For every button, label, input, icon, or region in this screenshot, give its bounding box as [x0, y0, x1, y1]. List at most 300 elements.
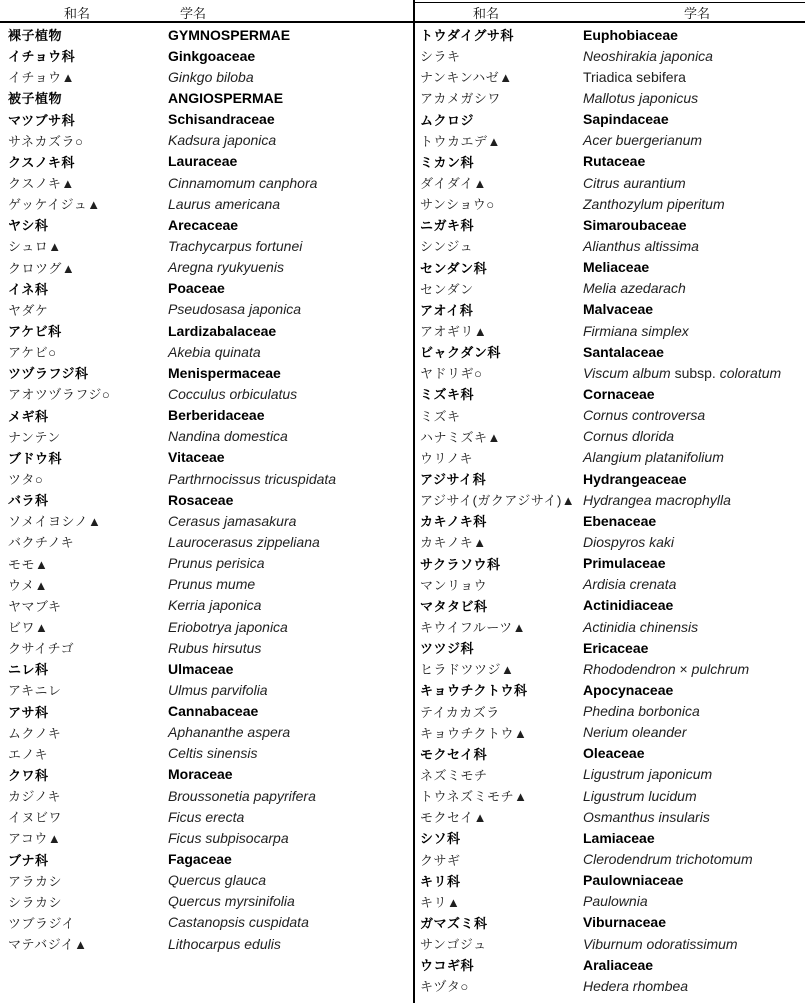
scientific-name-cell	[583, 830, 655, 846]
japanese-name-cell: キウイフルーツ▲	[420, 620, 527, 635]
japanese-name-cell: アカメガシワ	[420, 91, 501, 107]
table-row	[416, 468, 805, 489]
japanese-name-cell: ヤシ科	[8, 218, 49, 234]
sci-name-italic-segment: Cinnamomum canphora	[168, 174, 318, 191]
sci-name-upright-segment: Ebenaceae	[583, 512, 657, 529]
scientific-name-cell	[168, 386, 297, 402]
japanese-name-cell: ヤダケ	[8, 302, 49, 318]
scientific-name-cell	[168, 175, 317, 191]
japanese-name-cell: キョウチクトウ科	[420, 683, 528, 699]
sci-name-italic-segment: Broussonetia papyrifera	[168, 787, 316, 804]
sci-name-italic-segment: Cornus controversa	[583, 407, 706, 424]
scientific-name-cell	[583, 280, 686, 296]
scientific-name-cell	[168, 724, 290, 740]
table-row	[416, 764, 805, 785]
table-row	[0, 193, 413, 214]
japanese-name-cell: ビャクダン科	[420, 345, 501, 361]
japanese-name-cell: ニガキ科	[420, 218, 475, 234]
column-header-japanese-name-right: 和名	[472, 6, 500, 21]
table-row	[0, 722, 413, 743]
table-row	[0, 468, 413, 489]
table-row	[416, 827, 805, 848]
japanese-name-cell: トウネズミモチ▲	[420, 789, 528, 805]
table-row	[0, 574, 413, 595]
scientific-name-cell	[168, 872, 266, 888]
sci-name-upright-segment: Rutaceae	[583, 153, 646, 170]
japanese-name-cell: ビワ▲	[8, 620, 49, 635]
sci-name-italic-segment: Mallotus japonicus	[583, 89, 699, 106]
sci-name-upright-segment: Euphobiaceae	[583, 26, 678, 43]
japanese-name-cell: ムクノキ	[8, 725, 62, 741]
sci-name-italic-segment: Ligustrum japonicum	[583, 766, 713, 783]
japanese-name-cell: ツツジ科	[420, 641, 475, 657]
scientific-name-cell	[583, 238, 699, 254]
japanese-name-cell: トウカエデ▲	[420, 133, 501, 149]
japanese-name-cell: アジサイ科	[420, 472, 487, 488]
sci-name-upright-segment: Ulmaceae	[168, 660, 234, 677]
japanese-name-cell: アキニレ	[8, 683, 62, 699]
scientific-name-cell	[583, 217, 687, 233]
scientific-name-cell	[583, 809, 710, 825]
scientific-name-cell	[583, 597, 673, 613]
scientific-name-cell	[583, 48, 713, 64]
japanese-name-cell: カキノキ▲	[420, 535, 487, 551]
sci-name-italic-segment: coloratum	[719, 364, 782, 381]
table-row	[416, 447, 805, 468]
sci-name-upright-segment: Meliaceae	[583, 259, 650, 276]
scientific-name-cell	[168, 513, 296, 529]
scientific-name-cell	[168, 619, 288, 635]
table-row	[0, 827, 413, 848]
sci-name-italic-segment: Rhododendron	[583, 660, 680, 677]
scientific-name-cell	[168, 280, 225, 296]
sci-name-italic-segment: Hydrangea macrophylla	[583, 491, 731, 508]
scientific-name-cell	[168, 914, 309, 930]
japanese-name-cell: シラカシ	[8, 894, 63, 910]
table-row	[0, 616, 413, 637]
sci-name-italic-segment: Eriobotrya japonica	[168, 618, 288, 635]
sci-name-italic-segment: Diospyros kaki	[583, 533, 675, 550]
scientific-name-cell	[583, 682, 673, 698]
japanese-name-cell: ネズミモチ	[420, 767, 488, 783]
japanese-name-cell: ムクロジ	[420, 112, 475, 128]
panel-divider-line	[413, 0, 415, 1003]
sci-name-italic-segment: Parthrnocissus tricuspidata	[168, 470, 337, 487]
sci-name-italic-segment: Lithocarpus edulis	[168, 935, 281, 952]
sci-name-upright-segment: Oleaceae	[583, 745, 645, 762]
scientific-name-cell	[168, 492, 233, 508]
table-row	[0, 891, 413, 912]
table-row	[416, 426, 805, 447]
scientific-name-cell	[168, 471, 336, 487]
sci-name-italic-segment: Viburnum odoratissimum	[583, 935, 738, 952]
table-row	[416, 785, 805, 806]
scientific-name-cell	[583, 132, 702, 148]
japanese-name-cell: ツヅラフジ科	[8, 366, 89, 382]
scientific-name-cell	[583, 344, 664, 360]
table-row	[416, 954, 805, 975]
japanese-name-cell: ウリノキ	[420, 450, 473, 466]
scientific-name-cell	[583, 492, 731, 508]
table-row	[416, 278, 805, 299]
sci-name-upright-segment: Ericaceae	[583, 639, 649, 656]
japanese-name-cell: ツタ○	[8, 472, 44, 488]
sci-name-italic-segment: Laurocerasus zippeliana	[168, 533, 320, 550]
sci-name-italic-segment: Cocculus orbiculatus	[168, 385, 298, 402]
table-row	[416, 320, 805, 341]
scientific-name-cell	[583, 386, 655, 402]
sci-name-italic-segment: Alangium platanifolium	[583, 449, 724, 466]
scientific-name-cell	[168, 788, 316, 804]
sci-name-italic-segment: Ginkgo biloba	[168, 68, 254, 85]
table-row	[416, 848, 805, 869]
scientific-name-cell	[583, 893, 648, 909]
japanese-name-cell: ゲッケイジュ▲	[8, 197, 101, 213]
japanese-name-cell: ヤマブキ	[8, 598, 62, 614]
sci-name-italic-segment: Neoshirakia japonica	[583, 47, 713, 64]
japanese-name-cell: ガマズミ科	[420, 915, 488, 931]
japanese-name-cell: アオイ科	[420, 302, 474, 318]
japanese-name-cell: アケビ○	[8, 345, 57, 361]
scientific-name-cell	[168, 555, 265, 571]
japanese-name-cell: ソメイヨシノ▲	[8, 514, 102, 530]
sci-name-upright-segment: ANGIOSPERMAE	[168, 89, 284, 106]
sci-name-upright-segment: Apocynaceae	[583, 681, 674, 698]
japanese-name-cell: モクセイ▲	[420, 810, 487, 826]
sci-name-upright-segment: subsp.	[674, 364, 720, 381]
sci-name-italic-segment: Prunus perisica	[168, 555, 265, 572]
sci-name-upright-segment: Cornaceae	[583, 385, 655, 402]
japanese-name-cell: アオツヅラフジ○	[8, 387, 111, 403]
table-row	[416, 616, 805, 637]
scientific-name-cell	[583, 957, 653, 973]
table-row	[416, 870, 805, 891]
scientific-name-cell	[168, 301, 301, 317]
japanese-name-cell: シラキ	[420, 49, 461, 65]
scientific-name-cell	[583, 914, 666, 930]
japanese-name-cell: イヌビワ	[8, 810, 63, 826]
japanese-name-cell: マンリョウ	[420, 577, 488, 593]
sci-name-upright-segment: Araliaceae	[583, 956, 654, 973]
left-panel	[0, 24, 413, 954]
scientific-name-cell	[168, 196, 280, 212]
table-row	[416, 574, 805, 595]
japanese-name-cell: キョウチクトウ▲	[420, 725, 528, 741]
sci-name-upright-segment: Malvaceae	[583, 301, 654, 318]
japanese-name-cell: カキノキ科	[420, 514, 487, 530]
sci-name-upright-segment: ×	[679, 660, 692, 677]
sci-name-italic-segment: Viscum album	[583, 364, 675, 381]
sci-name-upright-segment: Triadica sebifera	[583, 68, 686, 85]
japanese-name-cell: アサ科	[8, 704, 49, 720]
japanese-name-cell: イチョウ▲	[8, 70, 75, 86]
scientific-name-cell	[168, 597, 261, 613]
sci-name-upright-segment: Moraceae	[168, 766, 233, 783]
sci-name-italic-segment: Phedina borbonica	[583, 703, 700, 720]
scientific-name-cell	[583, 851, 753, 867]
sci-name-italic-segment: Nandina domestica	[168, 428, 288, 445]
japanese-name-cell: クサギ	[420, 852, 461, 868]
japanese-name-cell: ウコギ科	[420, 958, 475, 974]
scientific-name-cell	[583, 534, 674, 550]
japanese-name-cell: テイカカズラ	[420, 704, 500, 720]
scientific-name-cell	[168, 661, 233, 677]
table-row	[416, 257, 805, 278]
scientific-name-cell	[168, 90, 283, 106]
table-row	[0, 151, 413, 172]
sci-name-italic-segment: Quercus myrsinifolia	[168, 893, 295, 910]
japanese-name-cell: アジサイ(ガクアジサイ)▲	[420, 493, 576, 509]
scientific-name-cell	[583, 175, 686, 191]
sci-name-upright-segment: Lamiaceae	[583, 829, 655, 846]
japanese-name-cell: シンジュ	[420, 239, 474, 255]
japanese-name-cell: センダン科	[420, 260, 488, 276]
table-row	[0, 679, 413, 700]
scientific-name-cell	[583, 27, 678, 43]
sci-name-upright-segment: Rosaceae	[168, 491, 234, 508]
table-row	[416, 510, 805, 531]
scientific-name-cell	[583, 449, 724, 465]
japanese-name-cell: クスノキ科	[8, 154, 75, 170]
sci-name-upright-segment: Poaceae	[168, 280, 225, 297]
scientific-name-cell	[583, 111, 669, 127]
table-row	[0, 870, 413, 891]
table-row	[416, 24, 805, 45]
table-row	[0, 426, 413, 447]
sci-name-italic-segment: Castanopsis cuspidata	[168, 914, 309, 931]
table-row	[416, 743, 805, 764]
japanese-name-cell: ナンテン	[8, 429, 61, 445]
table-row	[0, 299, 413, 320]
table-row	[0, 383, 413, 404]
table-row	[0, 447, 413, 468]
scientific-name-cell	[583, 788, 697, 804]
scientific-name-cell	[168, 449, 225, 465]
japanese-name-cell: マタタビ科	[420, 598, 488, 614]
sci-name-upright-segment: Arecaceae	[168, 216, 239, 233]
table-row	[416, 130, 805, 151]
scientific-name-cell	[168, 830, 289, 846]
japanese-name-cell: アラカシ	[8, 873, 63, 889]
japanese-name-cell: センダン	[420, 281, 474, 297]
japanese-name-cell: ミカン科	[420, 154, 475, 170]
japanese-name-cell: カジノキ	[8, 789, 61, 805]
japanese-name-cell: サネカズラ○	[8, 133, 84, 149]
scientific-name-cell	[168, 153, 237, 169]
table-row	[416, 679, 805, 700]
table-row	[416, 637, 805, 658]
sci-name-upright-segment: Paulowniaceae	[583, 872, 684, 889]
japanese-name-cell: サクラソウ科	[420, 556, 501, 572]
scientific-name-cell	[168, 682, 268, 698]
sci-name-italic-segment: Osmanthus insularis	[583, 808, 710, 825]
table-row	[416, 722, 805, 743]
japanese-name-cell: キヅタ○	[420, 979, 469, 995]
sci-name-upright-segment: Cannabaceae	[168, 703, 259, 720]
sci-name-upright-segment: GYMNOSPERMAE	[168, 26, 291, 43]
table-row	[416, 87, 805, 108]
table-row	[0, 658, 413, 679]
table-row	[416, 214, 805, 235]
scientific-name-cell	[583, 619, 698, 635]
japanese-name-cell: ツブラジイ	[8, 915, 75, 931]
scientific-name-cell	[583, 661, 749, 677]
table-row	[0, 764, 413, 785]
japanese-name-cell: マツブサ科	[8, 112, 76, 128]
sci-name-upright-segment: Schisandraceae	[168, 111, 275, 128]
japanese-name-cell: ヤドリギ○	[420, 366, 483, 382]
scientific-name-cell	[583, 69, 686, 85]
table-row	[416, 553, 805, 574]
table-row	[416, 891, 805, 912]
header-underline	[0, 21, 805, 23]
sci-name-italic-segment: Cerasus jamasakura	[168, 512, 297, 529]
japanese-name-cell: ブドウ科	[8, 450, 63, 466]
scientific-name-cell	[168, 576, 255, 592]
table-row	[0, 848, 413, 869]
table-row	[416, 531, 805, 552]
scientific-name-cell	[168, 111, 275, 127]
table-row	[0, 66, 413, 87]
scientific-name-cell	[583, 153, 645, 169]
scientific-name-cell	[583, 471, 687, 487]
japanese-name-cell: トウダイグサ科	[420, 28, 514, 44]
sci-name-italic-segment: Clerodendrum trichotomum	[583, 851, 753, 868]
scientific-name-cell	[168, 851, 232, 867]
sci-name-upright-segment: Sapindaceae	[583, 111, 669, 128]
table-row	[416, 383, 805, 404]
table-row	[0, 45, 413, 66]
sci-name-italic-segment: Kerria japonica	[168, 597, 262, 614]
scientific-name-cell	[168, 703, 258, 719]
sci-name-italic-segment: Quercus glauca	[168, 872, 267, 889]
scientific-name-cell	[583, 576, 676, 592]
sci-name-upright-segment: Primulaceae	[583, 555, 666, 572]
scientific-name-cell	[168, 893, 295, 909]
sci-name-italic-segment: Firmiana simplex	[583, 322, 689, 339]
table-row	[0, 510, 413, 531]
japanese-name-cell: ダイダイ▲	[420, 176, 487, 192]
sci-name-upright-segment: Hydrangeaceae	[583, 470, 687, 487]
japanese-name-cell: 裸子植物	[8, 28, 63, 44]
scientific-name-cell	[583, 407, 705, 423]
right-panel	[416, 24, 805, 996]
scientific-name-cell	[168, 936, 281, 952]
table-row	[416, 912, 805, 933]
table-row	[0, 172, 413, 193]
table-row	[0, 701, 413, 722]
scientific-name-cell	[583, 301, 653, 317]
japanese-name-cell: ナンキンハゼ▲	[420, 70, 513, 86]
sci-name-upright-segment: Viburnaceae	[583, 914, 667, 931]
japanese-name-cell: キリ科	[420, 873, 461, 889]
sci-name-italic-segment: Actinidia chinensis	[583, 618, 699, 635]
japanese-name-cell: クスノキ▲	[8, 176, 75, 192]
column-header-scientific-name-right: 学名	[683, 6, 711, 21]
sci-name-italic-segment: Celtis sinensis	[168, 745, 258, 762]
japanese-name-cell: モモ▲	[8, 556, 49, 572]
table-row	[0, 320, 413, 341]
japanese-name-cell: メギ科	[8, 408, 49, 424]
table-row	[0, 87, 413, 108]
table-row	[0, 743, 413, 764]
scientific-name-cell	[168, 48, 255, 64]
table-row	[0, 214, 413, 235]
japanese-name-cell: クサイチゴ	[8, 641, 75, 657]
table-row	[416, 66, 805, 87]
table-row	[0, 553, 413, 574]
sci-name-upright-segment: Berberidaceae	[168, 407, 265, 424]
table-row	[416, 975, 805, 996]
table-row	[0, 595, 413, 616]
japanese-name-cell: シュロ▲	[8, 239, 62, 255]
scientific-name-cell	[168, 640, 261, 656]
sci-name-upright-segment: Santalaceae	[583, 343, 664, 360]
sci-name-italic-segment: Ardisia crenata	[583, 576, 677, 593]
table-row	[0, 362, 413, 383]
scientific-name-cell	[168, 766, 233, 782]
sci-name-italic-segment: Alianthus altissima	[583, 237, 699, 254]
table-row	[416, 701, 805, 722]
sci-name-italic-segment: Melia azedarach	[583, 280, 686, 297]
table-row	[416, 806, 805, 827]
table-row	[0, 24, 413, 45]
japanese-name-cell: イネ科	[8, 281, 49, 297]
japanese-name-cell: ニレ科	[8, 662, 49, 678]
sci-name-italic-segment: Ficus erecta	[168, 808, 245, 825]
sci-name-italic-segment: Ficus subpisocarpa	[168, 829, 289, 846]
table-row	[416, 151, 805, 172]
table-row	[0, 637, 413, 658]
sci-name-italic-segment: Citrus aurantium	[583, 174, 686, 191]
scientific-name-cell	[583, 196, 725, 212]
japanese-name-cell: サンショウ○	[420, 197, 495, 213]
table-row	[416, 489, 805, 510]
table-row	[416, 405, 805, 426]
table-row	[0, 341, 413, 362]
table-row	[0, 278, 413, 299]
table-row	[0, 806, 413, 827]
japanese-name-cell: アコウ▲	[8, 831, 62, 847]
table-row	[0, 405, 413, 426]
table-row	[0, 235, 413, 256]
scientific-name-cell	[168, 534, 320, 550]
table-row	[416, 45, 805, 66]
scientific-name-cell	[583, 555, 666, 571]
japanese-name-cell: アオギリ▲	[420, 324, 488, 340]
scientific-name-cell	[583, 90, 698, 106]
sci-name-italic-segment: Acer buergerianum	[583, 132, 703, 149]
table-row	[0, 489, 413, 510]
scientific-name-cell	[168, 365, 281, 381]
sci-name-italic-segment: Trachycarpus fortunei	[168, 237, 303, 254]
sci-name-italic-segment: Pseudosasa japonica	[168, 301, 302, 318]
sci-name-upright-segment: Menispermaceae	[168, 364, 281, 381]
sci-name-italic-segment: Zanthozylum piperitum	[583, 195, 725, 212]
japanese-name-cell: モクセイ科	[420, 746, 488, 762]
scientific-name-cell	[583, 365, 781, 381]
japanese-name-cell: エノキ	[8, 746, 48, 762]
scientific-name-cell	[168, 323, 276, 339]
scientific-name-cell	[168, 27, 290, 43]
table-row	[0, 130, 413, 151]
sci-name-upright-segment: Fagaceae	[168, 851, 232, 868]
scientific-name-cell	[168, 809, 244, 825]
japanese-name-cell: ミズキ科	[420, 387, 475, 403]
table-row	[416, 193, 805, 214]
column-header-scientific-name-left: 学名	[179, 6, 207, 21]
sci-name-italic-segment: pulchrum	[691, 660, 750, 677]
